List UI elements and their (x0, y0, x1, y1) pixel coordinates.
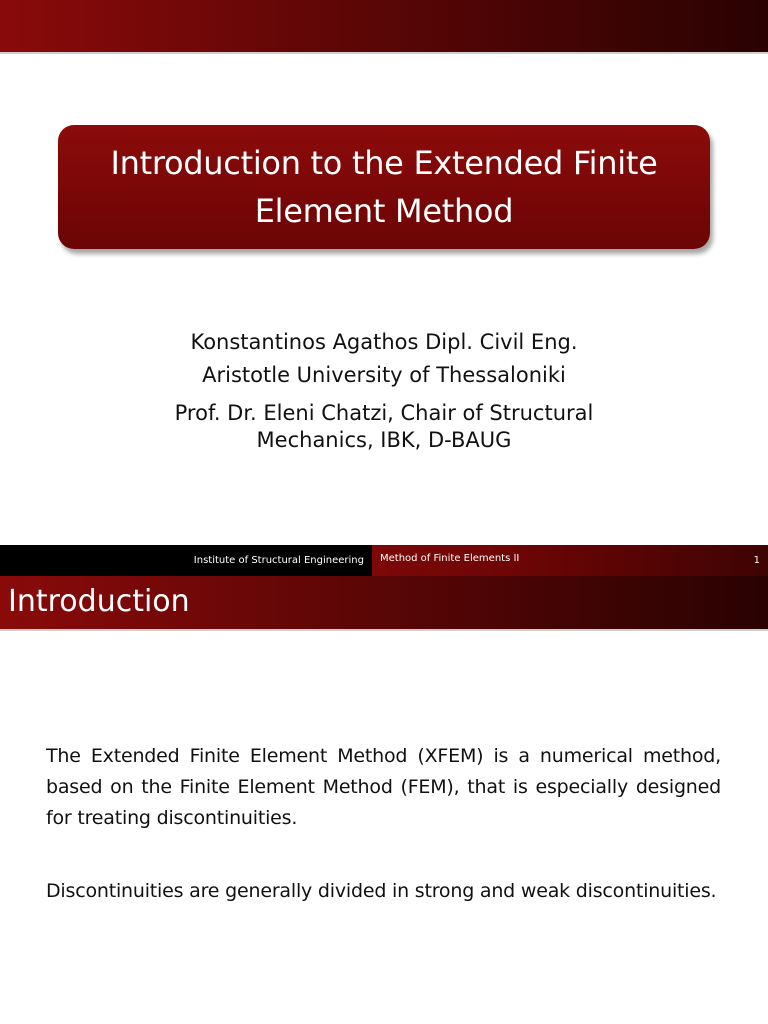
introduction-slide (0, 576, 768, 1024)
body-paragraph: The Extended Finite Element Method (XFEM) is a numerical method, based on the Finite Element Method (FEM), that is especially designed for treating discontinuities. (46, 745, 721, 829)
title-box (58, 125, 710, 249)
author-name: Konstantinos Agathos Dipl. Civil Eng. (190, 330, 578, 354)
section-header-band (0, 576, 768, 631)
author-block (0, 326, 768, 454)
supervisor-line: Prof. Dr. Eleni Chatzi, Chair of Structural Mechanics, IBK, D-BAUG (174, 401, 594, 452)
header-band (0, 0, 768, 54)
slide-title: Introduction to the Extended Finite Element Method (110, 144, 658, 230)
body-paragraph: Discontinuities are generally divided in strong and weak discontinuities. (46, 880, 717, 902)
footer-course-band (372, 545, 768, 576)
footer-institute: Institute of Structural Engineering (193, 555, 364, 566)
author-affiliation: Aristotle University of Thessaloniki (202, 363, 566, 387)
footer-page-number: 1 (753, 555, 760, 566)
footer-course: Method of Finite Elements II (380, 553, 520, 564)
slide-footer (0, 545, 768, 576)
section-title: Introduction (8, 584, 190, 619)
